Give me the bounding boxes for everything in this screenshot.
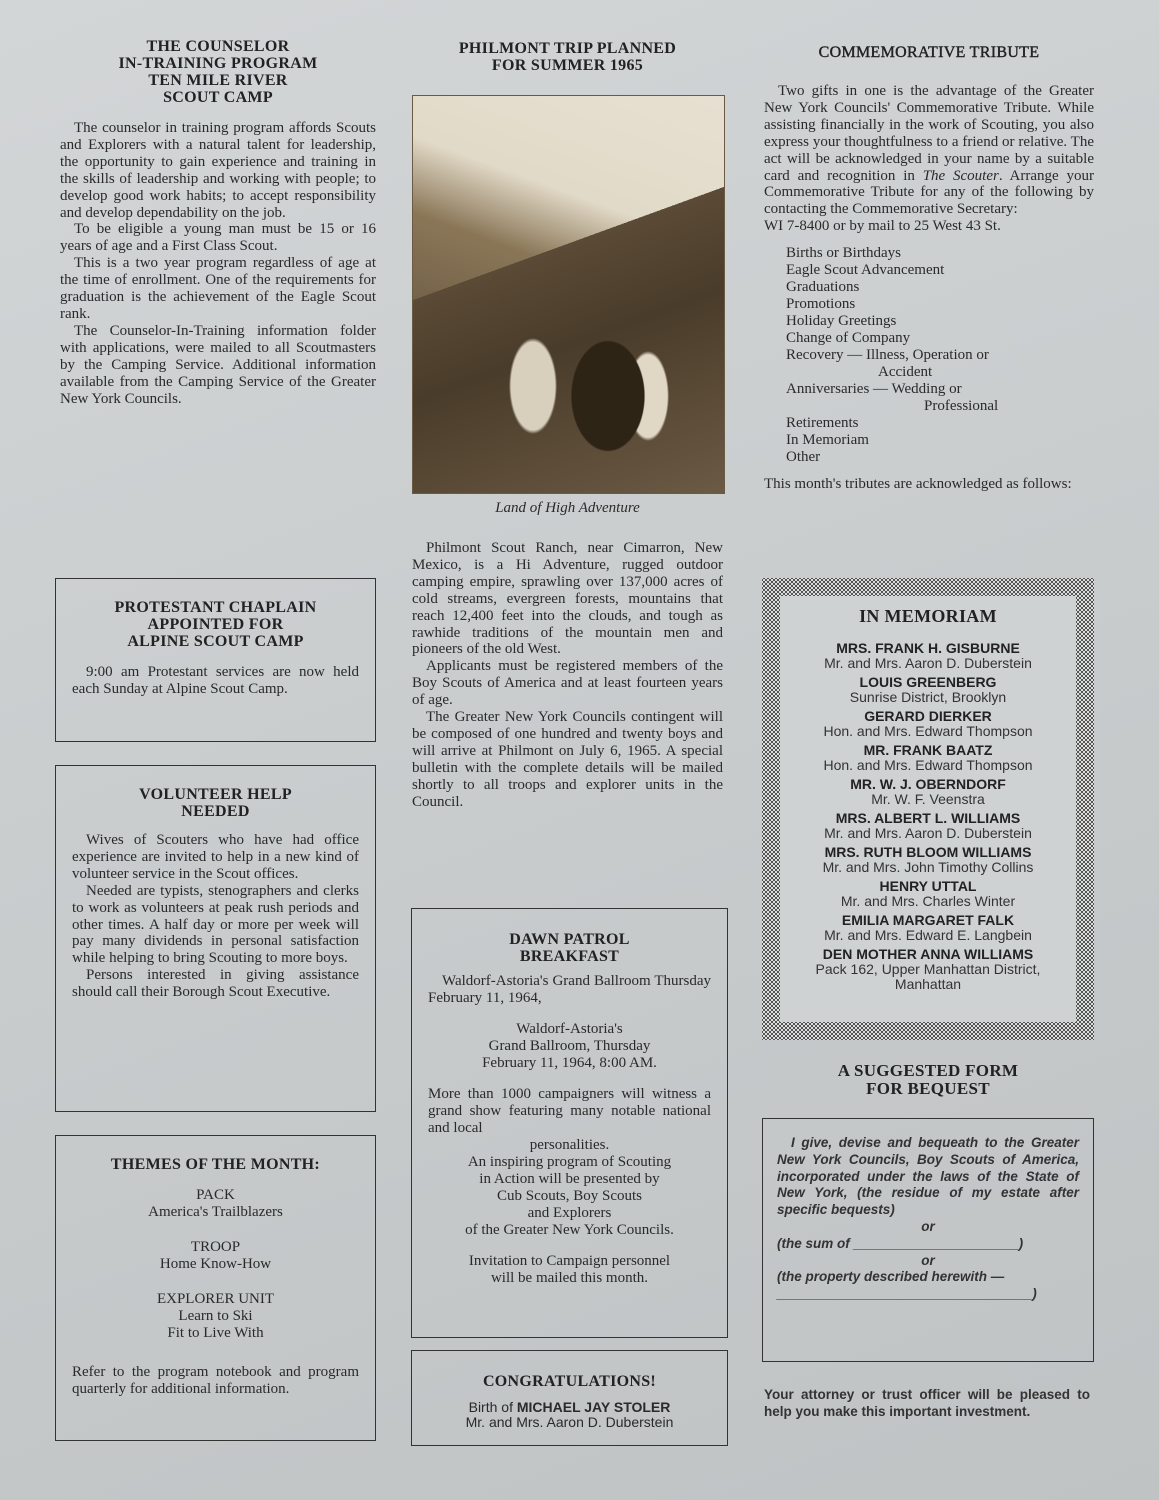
theme-unit: TROOP — [190, 1239, 241, 1255]
theme-unit: PACK — [196, 1187, 235, 1203]
paragraph: Philmont Scout Ranch, near Cimarron, New Mexico, is a Hi Adventure, rugged outdoor camping empire, sprawling over 137,000 acres of cold streams, evergreen forests, mountains that reach 12,400 feet into the clouds, and tough as rawhide traditions of the mountain men and pioneers of the old West. — [412, 540, 723, 658]
philmont-body — [412, 540, 723, 811]
title-line: DAWN PATROL — [509, 931, 630, 948]
paragraph: The counselor in training program affords Scouts and Explorers with a natural talent for leadership, the opportunity to gain experience and training in the skills of leadership and working with people; to develop good work habits; to accept responsibility and develop dependability on the job. — [60, 120, 376, 221]
title-line: ALPINE SCOUT CAMP — [127, 633, 304, 650]
mountain-hikers-photo — [412, 95, 725, 494]
bequest-title — [762, 1062, 1094, 1098]
memoriam-donor: Mr. and Mrs. Charles Winter — [840, 893, 1016, 909]
dawn-line: Grand Ballroom, Thursday — [488, 1037, 651, 1054]
congrats-title: CONGRATULATIONS! — [482, 1373, 657, 1390]
themes-title: THEMES OF THE MONTH: — [110, 1156, 321, 1173]
occasion-item: Graduations — [786, 279, 860, 296]
memoriam-name: EMILIA MARGARET FALK — [841, 912, 1015, 928]
memoriam-donor: Sunrise District, Brooklyn — [849, 689, 1007, 705]
memoriam-box — [762, 578, 1094, 1040]
theme-name: Home Know-How — [159, 1256, 272, 1272]
memoriam-donor: Pack 162, Upper Manhattan District, Manhattan — [815, 961, 1041, 992]
occasion-item: Accident — [878, 364, 933, 381]
dawn-title — [428, 931, 711, 965]
memoriam-name: HENRY UTTAL — [879, 878, 977, 894]
memoriam-name: MRS. RUTH BLOOM WILLIAMS — [824, 844, 1032, 860]
dawn-line: will be mailed this month. — [490, 1269, 649, 1286]
occasion-item: Holiday Greetings — [786, 313, 897, 330]
memoriam-name: GERARD DIERKER — [864, 708, 992, 724]
congrats-prefix: Birth of — [468, 1399, 517, 1415]
dawn-line: February 11, 1964, 8:00 AM. — [482, 1054, 657, 1071]
title-line: THE COUNSELOR — [146, 38, 290, 55]
paragraph: Persons interested in giving assistance should call their Borough Scout Executive. — [72, 967, 359, 1001]
occasion-item: Recovery — Illness, Operation or — [786, 347, 989, 364]
memoriam-donor: Mr. W. F. Veenstra — [871, 791, 985, 807]
paragraph: This is a two year program regardless of age at the time of enrollment. One of the requirements for graduation is the achievement of the Eagle Scout rank. — [60, 255, 376, 322]
congrats-name: MICHAEL JAY STOLER — [516, 1399, 671, 1415]
title-line: FOR SUMMER 1965 — [491, 57, 644, 74]
title-line: PROTESTANT CHAPLAIN — [114, 599, 317, 616]
bequest-sum: (the sum of ______________________) — [777, 1235, 1024, 1251]
paragraph: Wives of Scouters who have had office experience are invited to help in a new kind of volunteer service in the Scout offices. — [72, 832, 359, 882]
memoriam-donor: Hon. and Mrs. Edward Thompson — [823, 723, 1033, 739]
cit-article — [60, 38, 376, 407]
memoriam-name: MR. FRANK BAATZ — [863, 742, 993, 758]
dawn-line: of the Greater New York Councils. — [465, 1221, 674, 1238]
themes-box — [55, 1135, 376, 1441]
memoriam-donor: Mr. and Mrs. Edward E. Langbein — [824, 927, 1032, 943]
dawn-line: Waldorf-Astoria's — [516, 1020, 623, 1037]
occasion-item: Retirements — [786, 415, 859, 432]
title-line: PHILMONT TRIP PLANNED — [458, 40, 677, 57]
bequest-or: or — [921, 1252, 935, 1268]
memoriam-donor: Hon. and Mrs. Edward Thompson — [823, 757, 1033, 773]
bequest-footer: Your attorney or trust officer will be pleased to help you make this important investment. — [764, 1387, 1090, 1419]
tribute-text-b: . Arrange your Commemorative Tribute for any of the following by contacting the Commemorative Secretary: — [764, 167, 1094, 218]
dawn-line: and Explorers — [527, 1204, 612, 1221]
memoriam-list — [780, 641, 1076, 992]
theme-name: Learn to Ski — [178, 1308, 253, 1324]
occasion-item: Anniversaries — Wedding or — [786, 381, 962, 398]
memoriam-content — [780, 596, 1076, 1022]
memoriam-donor: Mr. and Mrs. Aaron D. Duberstein — [824, 825, 1032, 841]
memoriam-name: MRS. ALBERT L. WILLIAMS — [835, 810, 1021, 826]
occasion-item: Change of Company — [786, 330, 911, 347]
occasion-item: In Memoriam — [786, 432, 869, 449]
title-line: VOLUNTEER HELP — [139, 786, 292, 803]
memoriam-name: MRS. FRANK H. GISBURNE — [836, 640, 1020, 656]
dawn-line: Cub Scouts, Boy Scouts — [496, 1187, 643, 1204]
tribute-contact: WI 7-8400 or by mail to 25 West 43 St. — [764, 218, 1001, 235]
title-line: FOR BEQUEST — [866, 1079, 990, 1098]
dawn-line: in Action will be presented by — [479, 1170, 660, 1187]
bequest-form-box — [762, 1118, 1094, 1362]
memoriam-name: DEN MOTHER ANNA WILLIAMS — [822, 946, 1034, 962]
dawn-line: An inspiring program of Scouting — [467, 1153, 672, 1170]
memoriam-donor: Mr. and Mrs. John Timothy Collins — [822, 859, 1034, 875]
dawn-text: Waldorf-Astoria's Grand Ballroom Thursday February 11, 1964, — [428, 973, 711, 1006]
memoriam-name: LOUIS GREENBERG — [859, 674, 997, 690]
occasions-list — [764, 245, 1094, 466]
chaplain-text: 9:00 am Protestant services are now held each Sunday at Alpine Scout Camp. — [72, 664, 359, 697]
title-line: IN-TRAINING PROGRAM — [118, 55, 318, 72]
title-line: APPOINTED FOR — [147, 616, 284, 633]
tribute-publication: The Scouter — [922, 167, 999, 184]
theme-name: Fit to Live With — [167, 1325, 264, 1341]
chaplain-box — [55, 578, 376, 742]
title-line: TEN MILE RIVER — [148, 72, 288, 89]
title-line: BREAKFAST — [519, 948, 620, 965]
photo-caption: Land of High Adventure — [495, 500, 640, 516]
acknowledgement-text: This month's tributes are acknowledged as follows: — [764, 476, 1072, 493]
theme-name: America's Trailblazers — [148, 1204, 283, 1220]
congratulations-box — [411, 1350, 728, 1446]
paragraph: Applicants must be registered members of the Boy Scouts of America and at least fourteen years of age. — [412, 658, 723, 709]
tribute-article — [764, 44, 1094, 493]
cit-title — [60, 38, 376, 106]
occasion-item: Eagle Scout Advancement — [786, 262, 945, 279]
memoriam-name: MR. W. J. OBERNDORF — [850, 776, 1006, 792]
volunteer-box — [55, 765, 376, 1112]
philmont-article — [412, 40, 723, 74]
dawn-patrol-box — [411, 908, 728, 1338]
occasion-item: Other — [786, 449, 821, 466]
paragraph: Needed are typists, stenographers and clerks to work as volunteers at peak rush periods and other times. A half day or more per week will pay many dividends in personal satisfaction while helping to bring Scouting to more boys. — [72, 882, 359, 967]
paragraph: To be eligible a young man must be 15 or 16 years of age and a First Class Scout. — [60, 221, 376, 255]
bequest-text: I give, devise and bequeath to the Greater New York Councils, Boy Scouts of America, incorporated under the laws of the State of New York, (the residue of my estate after specific bequests) — [777, 1135, 1079, 1218]
title-line: A SUGGESTED FORM — [837, 1061, 1019, 1080]
occasion-item: Births or Birthdays — [786, 245, 901, 262]
bequest-property: (the property described herewith — — [777, 1269, 1005, 1285]
dawn-text: More than 1000 campaigners will witness a grand show featuring many notable national and local — [428, 1085, 711, 1136]
dawn-line: personalities. — [529, 1136, 610, 1153]
title-line: NEEDED — [181, 803, 250, 820]
paragraph: The Greater New York Councils contingent will be composed of one hundred and twenty boys and will arrive at Philmont on July 6, 1965. A special bulletin with the complete details will be mailed shortly to all troops and explorer units in the Council. — [412, 709, 723, 810]
tribute-title: COMMEMORATIVE TRIBUTE — [818, 44, 1040, 61]
paragraph: The Counselor-In-Training information folder with applications, were mailed to all Scoutmasters by the Camping Service. Additional information available from the Camping Service of the Greater New York Councils. — [60, 322, 376, 407]
congrats-parents: Mr. and Mrs. Aaron D. Duberstein — [465, 1414, 674, 1430]
bequest-line: __________________________________) — [777, 1286, 1037, 1302]
bequest-or: or — [921, 1218, 935, 1234]
dawn-line: Invitation to Campaign personnel — [468, 1252, 671, 1269]
congrats-birth — [422, 1400, 717, 1415]
tribute-text — [764, 83, 1094, 218]
themes-footer: Refer to the program notebook and program quarterly for additional information. — [72, 1364, 359, 1397]
occasion-item: Promotions — [786, 296, 856, 313]
memoriam-title: IN MEMORIAM — [859, 606, 997, 626]
philmont-title — [412, 40, 723, 74]
theme-unit: EXPLORER UNIT — [156, 1291, 275, 1307]
chaplain-title — [72, 599, 359, 650]
volunteer-title — [72, 786, 359, 820]
title-line: SCOUT CAMP — [163, 89, 273, 106]
tribute-text-a: Two gifts in one is the advantage of the Greater New York Councils' Commemorative Tribute. While assisting financially in the work of Scouting, you also express your thoughtfulness to a friend or relative. The act will be acknowledged in your name by a suitable card and recognition in — [764, 83, 1094, 184]
memoriam-donor: Mr. and Mrs. Aaron D. Duberstein — [824, 655, 1032, 671]
occasion-item: Professional — [924, 398, 999, 415]
